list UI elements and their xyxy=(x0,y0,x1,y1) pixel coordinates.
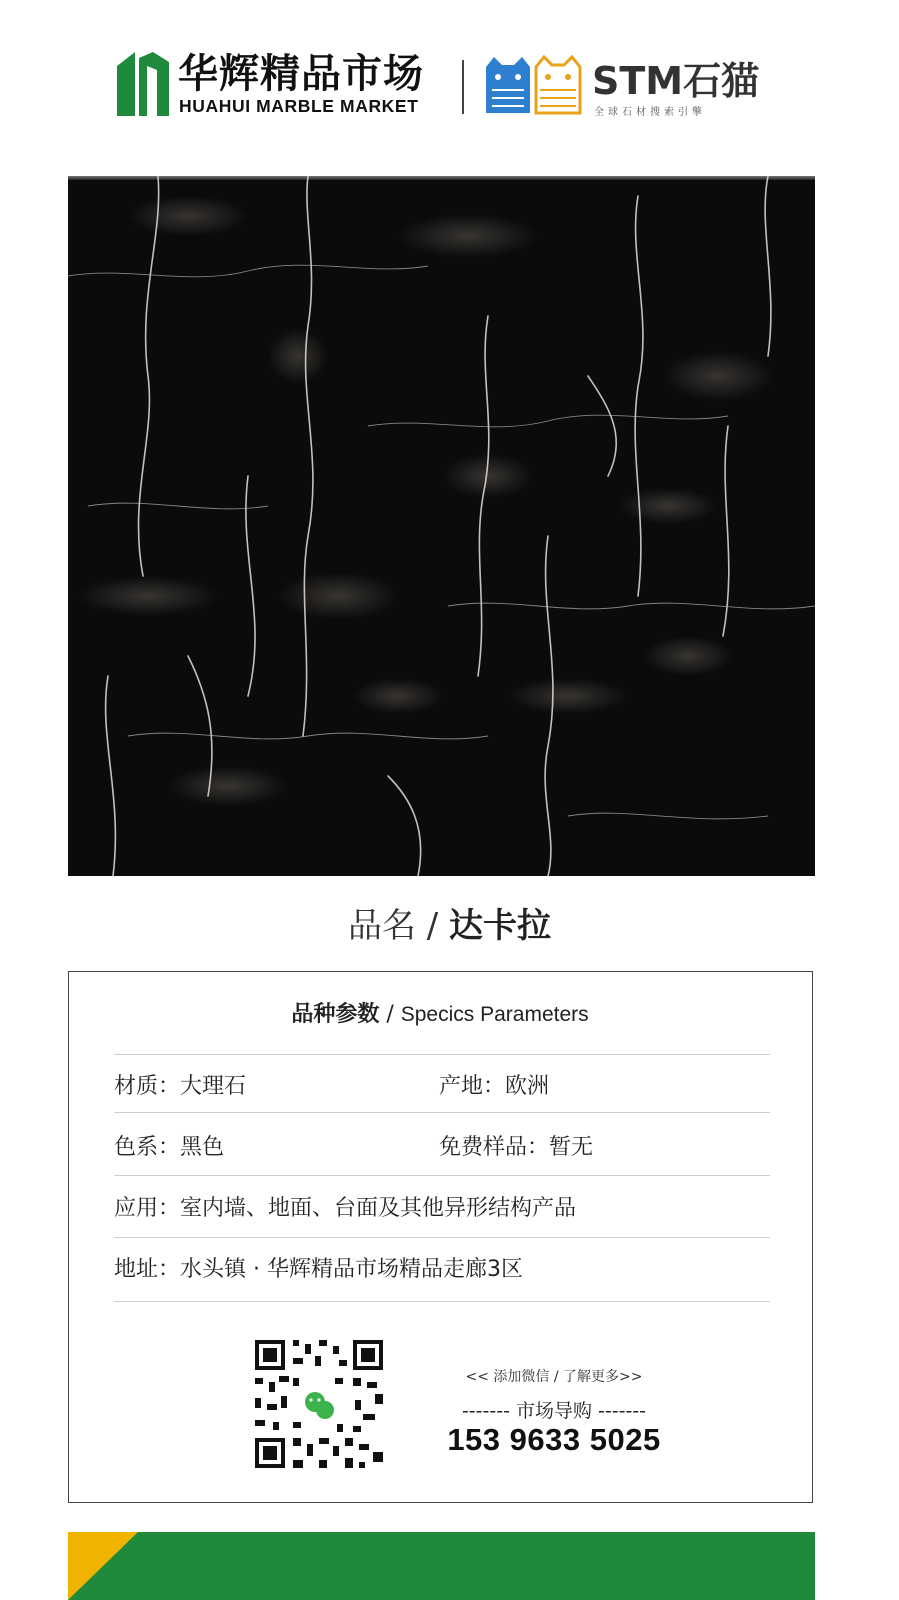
divider-line xyxy=(114,1237,770,1238)
free-sample-field: 免费样品：暂无 xyxy=(439,1135,594,1160)
product-name xyxy=(0,900,899,952)
parameters-title-separator: / xyxy=(379,1002,401,1027)
divider-line xyxy=(114,1054,770,1055)
address-field: 地址：水头镇 · 华辉精品市场精品走廊3区 xyxy=(114,1257,523,1282)
product-name-label: 品名 xyxy=(347,906,416,946)
parameters-card xyxy=(68,971,813,1503)
footer-banner xyxy=(68,1532,815,1600)
header-divider xyxy=(462,60,464,114)
divider-line xyxy=(114,1112,770,1113)
footer-accent-shape xyxy=(68,1532,138,1600)
stm-tagline: 全球石材搜索引擎 xyxy=(594,107,706,118)
application-field: 应用：室内墙、地面、台面及其他异形结构产品 xyxy=(114,1196,577,1221)
market-guide-label: ------- 市场导购 ------- xyxy=(461,1400,647,1422)
product-name-separator: / xyxy=(426,906,439,946)
material-field: 材质：大理石 xyxy=(114,1074,247,1099)
phone-number[interactable]: 153 9633 5025 xyxy=(447,1422,661,1457)
marble-sample-image xyxy=(68,176,815,876)
parameters-title-en: Specics Parameters xyxy=(400,1003,589,1026)
brand-name-en: HUAHUI MARBLE MARKET xyxy=(179,96,419,116)
stm-cat-logo-icon xyxy=(484,55,584,115)
add-wechat-hint: << 添加微信 / 了解更多>> xyxy=(465,1369,643,1385)
stm-brand-name: STM石猫 xyxy=(592,59,760,103)
parameters-title-cn: 品种参数 xyxy=(291,1002,380,1027)
origin-field: 产地：欧洲 xyxy=(439,1074,550,1099)
page-header xyxy=(0,0,899,175)
brand-name-cn: 华辉精品市场 xyxy=(178,51,424,97)
wechat-qr-code-icon[interactable] xyxy=(249,1334,389,1474)
parameters-title xyxy=(69,1000,811,1030)
divider-line xyxy=(114,1175,770,1176)
divider-line xyxy=(114,1301,770,1302)
product-name-value: 达卡拉 xyxy=(449,906,552,946)
color-field: 色系：黑色 xyxy=(114,1135,225,1160)
huahui-logo-icon xyxy=(117,52,169,116)
